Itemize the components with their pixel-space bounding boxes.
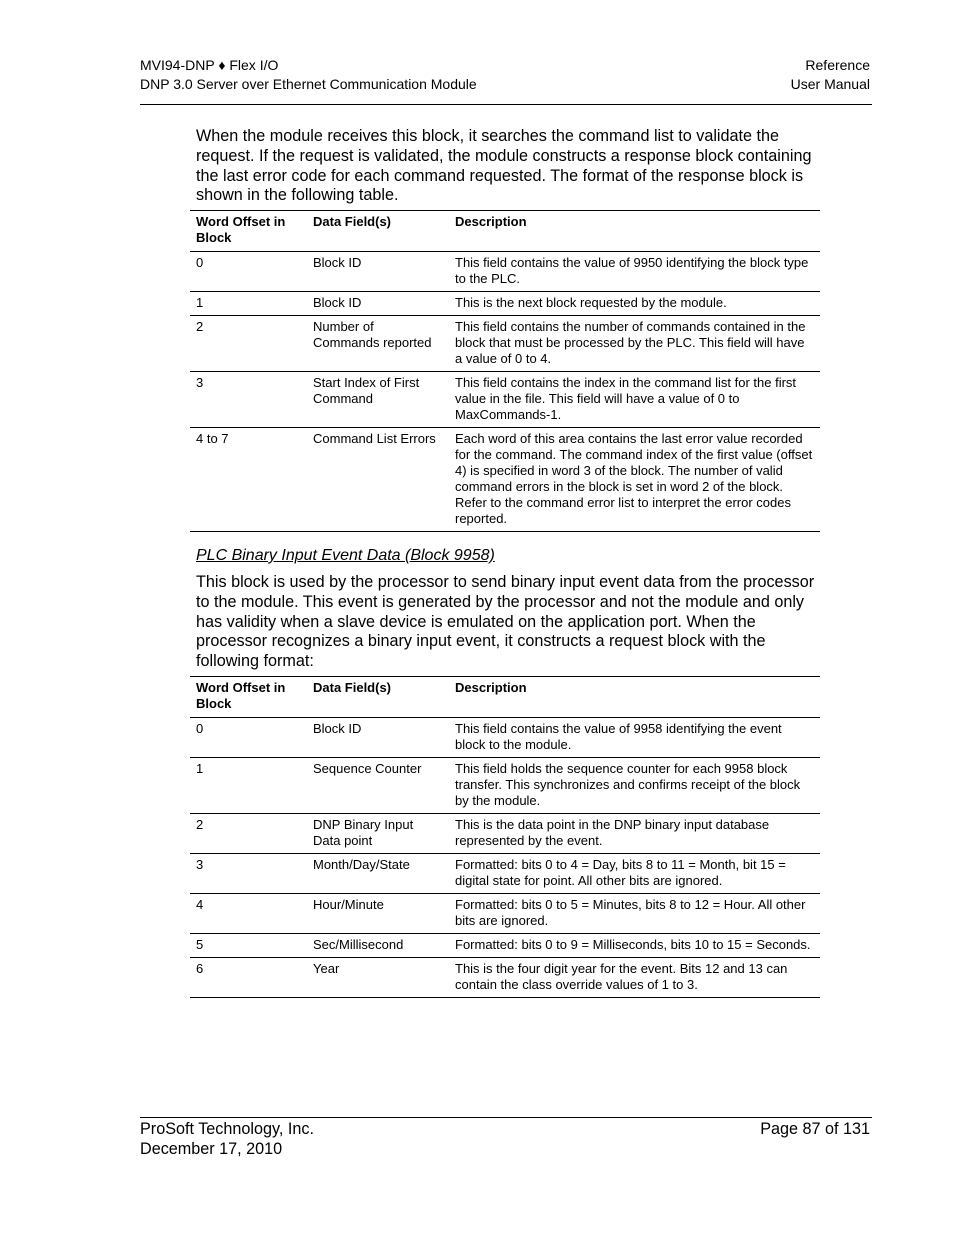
table-row — [190, 372, 820, 428]
table-cell: Command List Errors — [313, 431, 436, 446]
table-cell: Block ID — [313, 721, 362, 736]
table-cell: This is the next block requested by the module. — [455, 295, 727, 310]
table-cell: This field contains the index in the command list for the first value in the file. This field will have a value of 0 to MaxCommands-1. — [455, 375, 797, 422]
column-header: Description — [455, 680, 527, 695]
table-cell: Formatted: bits 0 to 5 = Minutes, bits 8 to 12 = Hour. All other bits are ignored. — [455, 897, 806, 928]
header-product: MVI94-DNP ♦ Flex I/O — [140, 57, 279, 73]
table-cell: Block ID — [313, 295, 362, 310]
column-header: Data Field(s) — [313, 214, 392, 229]
table-cell: 1 — [196, 295, 204, 310]
table-cell: Formatted: bits 0 to 9 = Milliseconds, bits 10 to 15 = Seconds. — [455, 937, 811, 952]
table-cell: 0 — [196, 721, 204, 736]
table-cell: This field contains the number of commands contained in the block that must be processed by the PLC. This field will have a value of 0 to 4. — [455, 319, 806, 366]
table-cell: Number of Commands reported — [313, 319, 432, 350]
table-cell: 6 — [196, 961, 204, 976]
section-paragraph: This block is used by the processor to send binary input event data from the processor to the module. This event is generated by the processor and not the module and only has validity when a slave device is emulated on the application port. When the processor recognizes a binary input event, it constructs a request block with the following format: — [196, 573, 815, 671]
table-cell: 5 — [196, 937, 204, 952]
table-cell: DNP Binary Input Data point — [313, 817, 414, 848]
table-cell: 1 — [196, 761, 204, 776]
table-cell: 3 — [196, 857, 204, 872]
table-cell: 0 — [196, 255, 204, 270]
table-cell: 4 — [196, 897, 204, 912]
table-row — [190, 894, 820, 934]
table-cell: This field contains the value of 9950 identifying the block type to the PLC. — [455, 255, 809, 286]
footer-page-number: Page 87 of 131 — [760, 1120, 870, 1138]
table-row — [190, 316, 820, 372]
footer-date: December 17, 2010 — [140, 1139, 283, 1158]
table-row — [190, 958, 820, 998]
footer-divider — [140, 1117, 872, 1118]
table-cell: Block ID — [313, 255, 362, 270]
section-title: PLC Binary Input Event Data (Block 9958) — [196, 547, 495, 564]
table-cell: This field contains the value of 9958 identifying the event block to the module. — [455, 721, 782, 752]
header-module: DNP 3.0 Server over Ethernet Communication Module — [140, 76, 477, 92]
table-cell: This is the data point in the DNP binary input database represented by the event. — [455, 817, 770, 848]
table-cell: Hour/Minute — [313, 897, 384, 912]
column-header: Description — [455, 214, 527, 229]
table-row — [190, 292, 820, 316]
header-section: Reference — [805, 57, 870, 73]
table-header-row — [190, 211, 820, 252]
table-cell: Formatted: bits 0 to 4 = Day, bits 8 to 11 = Month, bit 15 = digital state for point. All other bits are ignored. — [455, 857, 786, 888]
table-cell: Each word of this area contains the last error value recorded for the command. The command index of the first value (offset 4) is specified in word 3 of the block. The number of valid command errors in the block is set in word 2 of the block. Refer to the command error list to interpret the error codes reported. — [455, 431, 813, 526]
column-header: Word Offset in Block — [196, 680, 286, 711]
table-row — [190, 758, 820, 814]
header-doc-type: User Manual — [790, 76, 870, 92]
response-block-table — [190, 210, 820, 532]
table-row — [190, 252, 820, 292]
column-header: Word Offset in Block — [196, 214, 286, 245]
table-cell: Sec/Millisecond — [313, 937, 404, 952]
table-row — [190, 934, 820, 958]
table-cell: 4 to 7 — [196, 431, 229, 446]
table-cell: This field holds the sequence counter for each 9958 block transfer. This synchronizes and confirms receipt of the block by the module. — [455, 761, 801, 808]
table-header-row — [190, 677, 820, 718]
footer-company: ProSoft Technology, Inc. — [140, 1120, 314, 1138]
event-block-table — [190, 676, 820, 998]
table-cell: This is the four digit year for the event. Bits 12 and 13 can contain the class override values of 1 to 3. — [455, 961, 788, 992]
intro-paragraph: When the module receives this block, it searches the command list to validate the request. If the request is validated, the module constructs a response block containing the last error code for each command requested. The format of the response block is shown in the following table. — [196, 127, 812, 205]
table-row — [190, 718, 820, 758]
column-header: Data Field(s) — [313, 680, 392, 695]
table-cell: 2 — [196, 319, 204, 334]
table-row — [190, 428, 820, 532]
table-cell: 2 — [196, 817, 204, 832]
table-cell: Sequence Counter — [313, 761, 422, 776]
table-cell: 3 — [196, 375, 204, 390]
table-row — [190, 854, 820, 894]
table-cell: Year — [313, 961, 340, 976]
header-divider — [140, 104, 872, 105]
table-row — [190, 814, 820, 854]
table-cell: Start Index of First Command — [313, 375, 420, 406]
table-cell: Month/Day/State — [313, 857, 410, 872]
